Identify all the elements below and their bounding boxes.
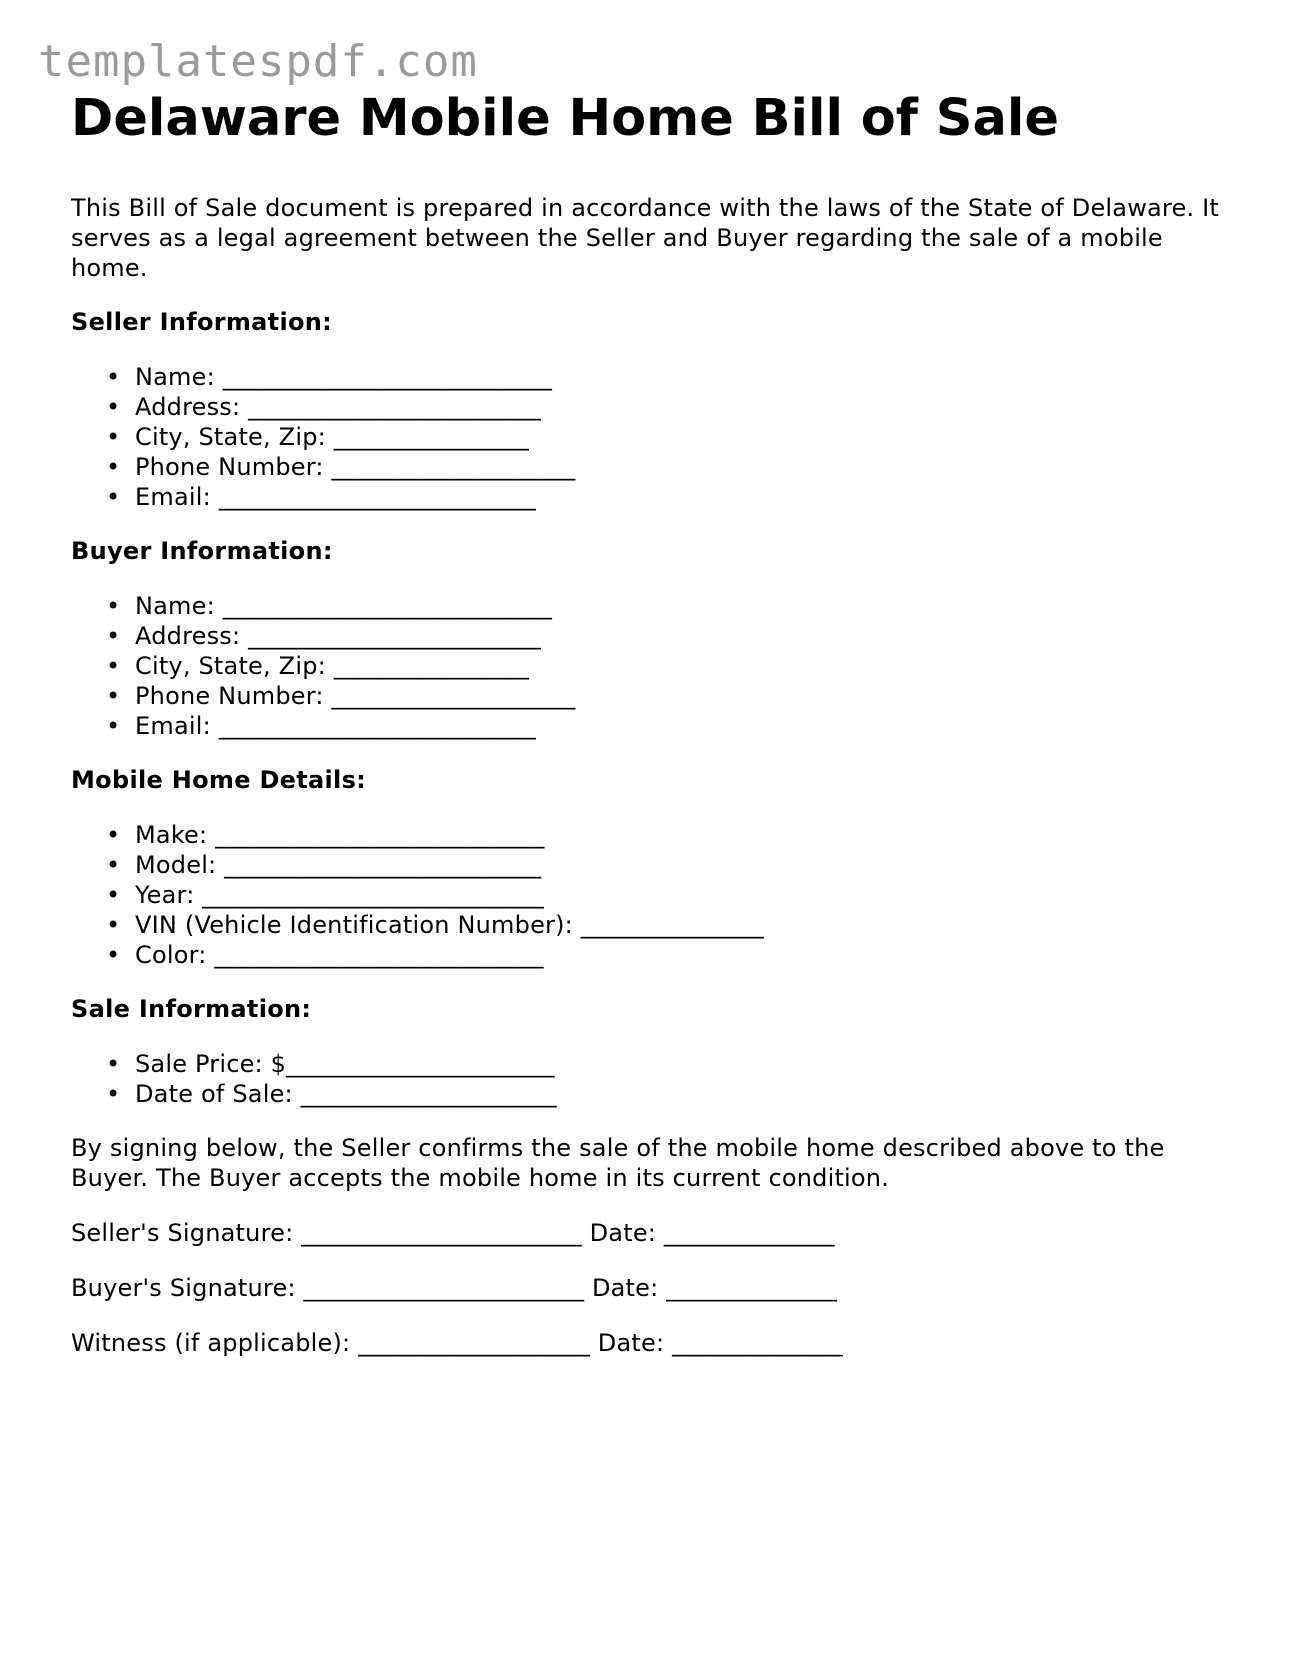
page-title: Delaware Mobile Home Bill of Sale [71,89,1059,148]
buyer-address-field[interactable]: • Address: ________________________ [71,621,1231,651]
seller-field-list [71,362,1231,512]
seller-heading: Seller Information: [71,308,333,337]
seller-phone-field[interactable]: • Phone Number: ____________________ [71,452,1231,482]
buyer-phone-field[interactable]: • Phone Number: ____________________ [71,681,1231,711]
buyer-field-list [71,591,1231,741]
seller-name-field[interactable]: • Name: ___________________________ [71,362,1231,392]
buyer-signature-line[interactable]: Buyer's Signature: _______________________ Date: ______________ [71,1274,838,1303]
sale-date-field[interactable]: • Date of Sale: _____________________ [71,1079,1231,1109]
buyer-heading: Buyer Information: [71,537,333,566]
buyer-city-state-zip-field[interactable]: • City, State, Zip: ________________ [71,651,1231,681]
watermark-logo: templatespdf.com [38,36,478,87]
seller-address-field[interactable]: • Address: ________________________ [71,392,1231,422]
closing-paragraph: By signing below, the Seller confirms the sale of the mobile home described above to the Buyer. The Buyer accepts the mobile home in its current condition. [71,1134,1165,1193]
home-year-field[interactable]: • Year: ____________________________ [71,880,1231,910]
seller-signature-line[interactable]: Seller's Signature: _______________________ Date: ______________ [71,1219,835,1248]
buyer-name-field[interactable]: • Name: ___________________________ [71,591,1231,621]
seller-city-state-zip-field[interactable]: • City, State, Zip: ________________ [71,422,1231,452]
home-color-field[interactable]: • Color: ___________________________ [71,940,1231,970]
home-model-field[interactable]: • Model: __________________________ [71,850,1231,880]
sale-price-field[interactable]: • Sale Price: $______________________ [71,1049,1231,1079]
home-vin-field[interactable]: • VIN (Vehicle Identification Number): _______________ [71,910,1231,940]
buyer-email-field[interactable]: • Email: __________________________ [71,711,1231,741]
home-make-field[interactable]: • Make: ___________________________ [71,820,1231,850]
document-page [71,88,1231,1358]
sale-field-list [71,1049,1231,1109]
sale-info-heading: Sale Information: [71,995,312,1024]
witness-signature-line[interactable]: Witness (if applicable): ___________________ Date: ______________ [71,1329,843,1358]
home-details-heading: Mobile Home Details: [71,766,367,795]
seller-email-field[interactable]: • Email: __________________________ [71,482,1231,512]
home-field-list [71,820,1231,970]
intro-paragraph: This Bill of Sale document is prepared in accordance with the laws of the State of Delaware. It serves as a legal agreement between the Seller and Buyer regarding the sale of a mobile home. [71,194,1219,283]
